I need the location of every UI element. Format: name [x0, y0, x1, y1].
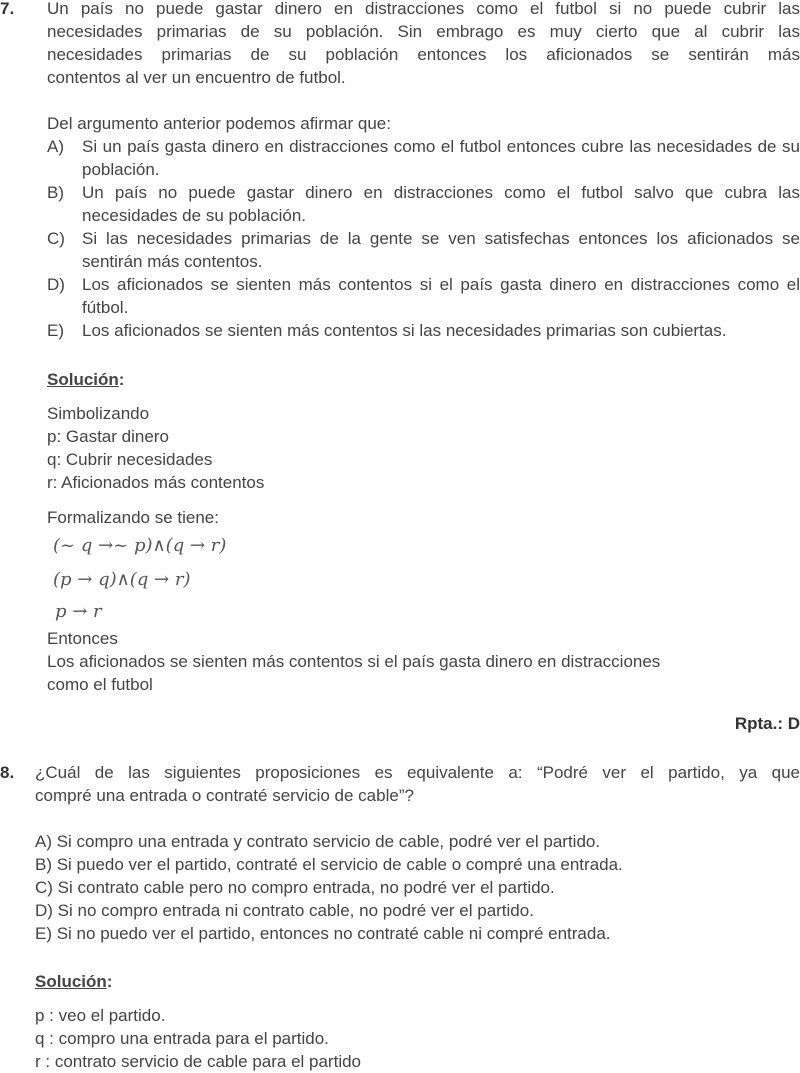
option-d: D) Si no compro entrada ni contrato cable, no podré ver el partido.	[35, 901, 534, 920]
option-c: C) Si contrato cable pero no compro entrada, no podré ver el partido.	[35, 878, 555, 897]
option-a: A) Si un país gasta dinero en distracciones como el futbol entonces cubre las necesidades de su población.	[47, 137, 800, 179]
statement-line: ¿Cuál de las siguientes proposiciones es equivalente a: “Podré ver el partido, ya que	[35, 763, 800, 782]
formalizing-heading: Formalizando se tiene:	[47, 508, 219, 527]
option-e: E) Los aficionados se sienten más contentos si las necesidades primarias son cubiertas.	[47, 321, 727, 340]
symbol-r: r : contrato servicio de cable para el partido	[35, 1052, 362, 1071]
option-a: A) Si compro una entrada y contrato servicio de cable, podré ver el partido.	[35, 832, 601, 851]
answer-label: Rpta.: D	[734, 714, 800, 733]
formula-3: p → r	[55, 601, 102, 622]
formula-1: (~ q →~ p)∧(q → r)	[53, 535, 227, 556]
symbol-q: q : compro una entrada para el partido.	[35, 1029, 329, 1048]
statement-line: necesidades primarias de su población entonces los aficionados se sentirán más	[47, 45, 800, 64]
option-b: B) Un país no puede gastar dinero en distracciones como el futbol salvo que cubra las necesidades de su población.	[47, 183, 800, 225]
symbol-p: p: Gastar dinero	[47, 427, 169, 446]
option-d: D) Los aficionados se sienten más contentos si el país gasta dinero en distracciones como el fútbol.	[47, 275, 800, 317]
symbol-p: p : veo el partido.	[35, 1006, 166, 1025]
conclusion-line: Los aficionados se sienten más contentos si el país gasta dinero en distracciones	[47, 652, 661, 671]
option-b: B) Si puedo ver el partido, contraté el servicio de cable o compré una entrada.	[35, 855, 623, 874]
symbolizing-heading: Simbolizando	[47, 404, 150, 423]
symbol-q: q: Cubrir necesidades	[47, 450, 213, 469]
options-list	[0, 135, 800, 342]
question-number: 7.	[0, 0, 15, 18]
options-list	[35, 830, 800, 945]
question-prompt: Del argumento anterior podemos afirmar que:	[47, 114, 391, 133]
option-e: E) Si no puedo ver el partido, entonces no contraté cable ni compré entrada.	[35, 924, 611, 943]
conclusion-line: como el futbol	[47, 675, 153, 694]
statement-line: contentos al ver un encuentro de futbol.	[47, 68, 346, 87]
option-c: C) Si las necesidades primarias de la gente se ven satisfechas entonces los aficionados se sentirán más contentos.	[47, 229, 800, 271]
formula-2: (p → q)∧(q → r)	[53, 569, 191, 590]
solution-title: Solución:	[47, 370, 125, 389]
statement-line: compré una entrada o contraté servicio de cable”?	[35, 786, 414, 805]
solution-title: Solución:	[35, 972, 113, 991]
question-number: 8.	[0, 763, 15, 782]
statement-line: Un país no puede gastar dinero en distracciones como el futbol si no puede cubrir las	[47, 0, 800, 18]
symbol-r: r: Aficionados más contentos	[47, 473, 265, 492]
then-label: Entonces	[47, 629, 118, 648]
statement-line: necesidades primarias de su población. Sin embrago es muy cierto que al cubrir las	[47, 22, 800, 41]
